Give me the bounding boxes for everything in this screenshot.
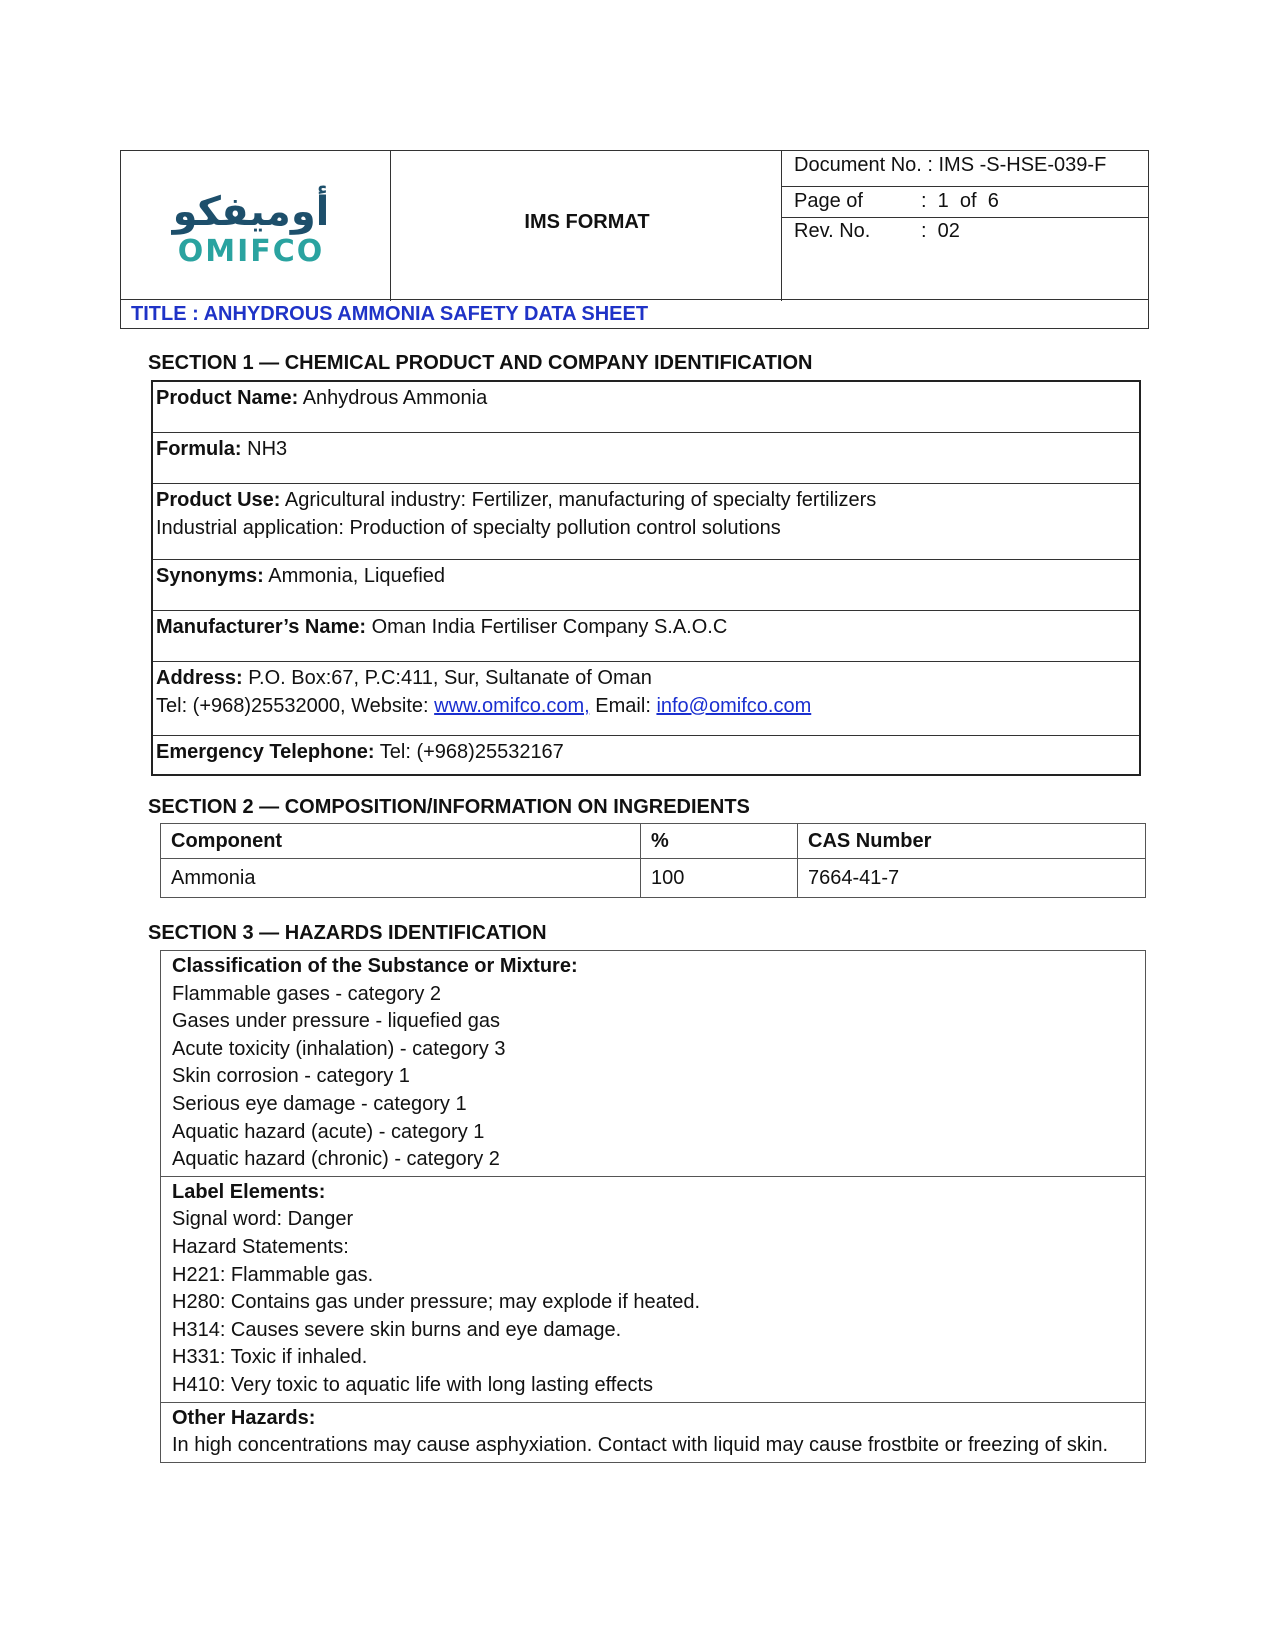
document-number: Document No. : IMS -S-HSE-039-F: [794, 154, 1107, 176]
list-item: Serious eye damage - category 1: [172, 1092, 467, 1115]
emergency-label: Emergency Telephone:: [156, 741, 375, 763]
list-item: Signal word: Danger: [172, 1208, 354, 1231]
section2-heading: SECTION 2 — COMPOSITION/INFORMATION ON INGREDIENTS: [148, 796, 750, 818]
product-name-value: Anhydrous Ammonia: [298, 387, 488, 409]
section3-heading: SECTION 3 — HAZARDS IDENTIFICATION: [148, 922, 547, 944]
revision: [794, 220, 960, 243]
list-item: H314: Causes severe skin burns and eye damage.: [172, 1318, 622, 1341]
header-divider: [121, 299, 1148, 300]
table-cell: Ammonia: [161, 859, 641, 898]
column-header: %: [641, 824, 798, 859]
classification-block: [161, 951, 1145, 1177]
list-item: Flammable gases - category 2: [172, 982, 442, 1005]
product-use-value-2: Industrial application: Production of specialty pollution control solutions: [156, 517, 781, 539]
page-value: : 1 of 6: [921, 190, 999, 212]
list-item: Aquatic hazard (acute) - category 1: [172, 1120, 485, 1143]
synonyms-label: Synonyms:: [156, 565, 264, 587]
emergency-value: Tel: (+968)25532167: [374, 741, 564, 763]
product-use-value: Agricultural industry: Fertilizer, manufacturing of specialty fertilizers: [280, 489, 877, 511]
list-item: H410: Very toxic to aquatic life with long lasting effects: [172, 1373, 654, 1396]
formula-row: [153, 433, 1139, 484]
section1-table: [151, 380, 1141, 776]
table-row: [161, 859, 1146, 898]
company-logo: [171, 189, 331, 269]
product-use-label: Product Use:: [156, 489, 281, 511]
manufacturer-label: Manufacturer’s Name:: [156, 616, 367, 638]
logo-arabic-text: أوميفكو: [172, 189, 330, 235]
other-hazards-text: In high concentrations may cause asphyxiation. Contact with liquid may cause frostbite or freezing of skin.: [172, 1434, 1109, 1457]
list-item: Gases under pressure - liquefied gas: [172, 1010, 500, 1033]
other-hazards-label: Other Hazards:: [172, 1406, 316, 1429]
page-label: Page of: [794, 190, 863, 212]
address-label: Address:: [156, 667, 243, 689]
product-name-row: [153, 382, 1139, 433]
formula-value: NH3: [241, 438, 288, 460]
other-hazards-block: [161, 1403, 1145, 1462]
rev-value: : 02: [921, 220, 960, 242]
product-use-row: [153, 484, 1139, 560]
hazards-table: [160, 950, 1146, 1463]
synonyms-row: [153, 560, 1139, 611]
manufacturer-row: [153, 611, 1139, 662]
header-divider: [781, 217, 1148, 218]
manufacturer-value: Oman India Fertiliser Company S.A.O.C: [366, 616, 728, 638]
list-item: Hazard Statements:: [172, 1235, 349, 1258]
rev-label: Rev. No.: [794, 220, 871, 242]
synonyms-value: Ammonia, Liquefied: [263, 565, 446, 587]
document-title: TITLE : ANHYDROUS AMMONIA SAFETY DATA SHEET: [131, 303, 649, 325]
tel-website-text: Tel: (+968)25532000, Website:: [156, 695, 435, 717]
label-elements-label: Label Elements:: [172, 1180, 326, 1203]
list-item: H280: Contains gas under pressure; may explode if heated.: [172, 1291, 701, 1314]
list-item: Aquatic hazard (chronic) - category 2: [172, 1148, 500, 1171]
formula-label: Formula:: [156, 438, 242, 460]
table-cell: 100: [641, 859, 798, 898]
email-link[interactable]: info@omifco.com: [656, 695, 812, 717]
column-header: CAS Number: [798, 824, 1146, 859]
table-header-row: [161, 824, 1146, 859]
label-elements-block: [161, 1177, 1145, 1403]
composition-table: [160, 823, 1146, 898]
list-item: H331: Toxic if inhaled.: [172, 1346, 368, 1369]
emergency-row: [153, 736, 1139, 774]
classification-label: Classification of the Substance or Mixture:: [172, 955, 578, 977]
email-prefix: Email:: [589, 695, 657, 717]
product-name-label: Product Name:: [156, 387, 299, 409]
website-link[interactable]: www.omifco.com,: [434, 695, 590, 717]
address-value: P.O. Box:67, P.C:411, Sur, Sultanate of Oman: [242, 667, 652, 689]
list-item: H221: Flammable gas.: [172, 1263, 374, 1286]
list-item: Skin corrosion - category 1: [172, 1065, 410, 1088]
address-row: [153, 662, 1139, 736]
logo-english-text: OMIFCO: [177, 234, 325, 269]
page-of: [794, 190, 999, 213]
section1-heading: SECTION 1 — CHEMICAL PRODUCT AND COMPANY IDENTIFICATION: [148, 352, 813, 374]
header-divider: [781, 186, 1148, 187]
list-item: Acute toxicity (inhalation) - category 3: [172, 1037, 506, 1060]
table-cell: 7664-41-7: [798, 859, 1146, 898]
document-header: [120, 150, 1149, 329]
ims-format-label: IMS FORMAT: [524, 211, 650, 233]
column-header: Component: [161, 824, 641, 859]
